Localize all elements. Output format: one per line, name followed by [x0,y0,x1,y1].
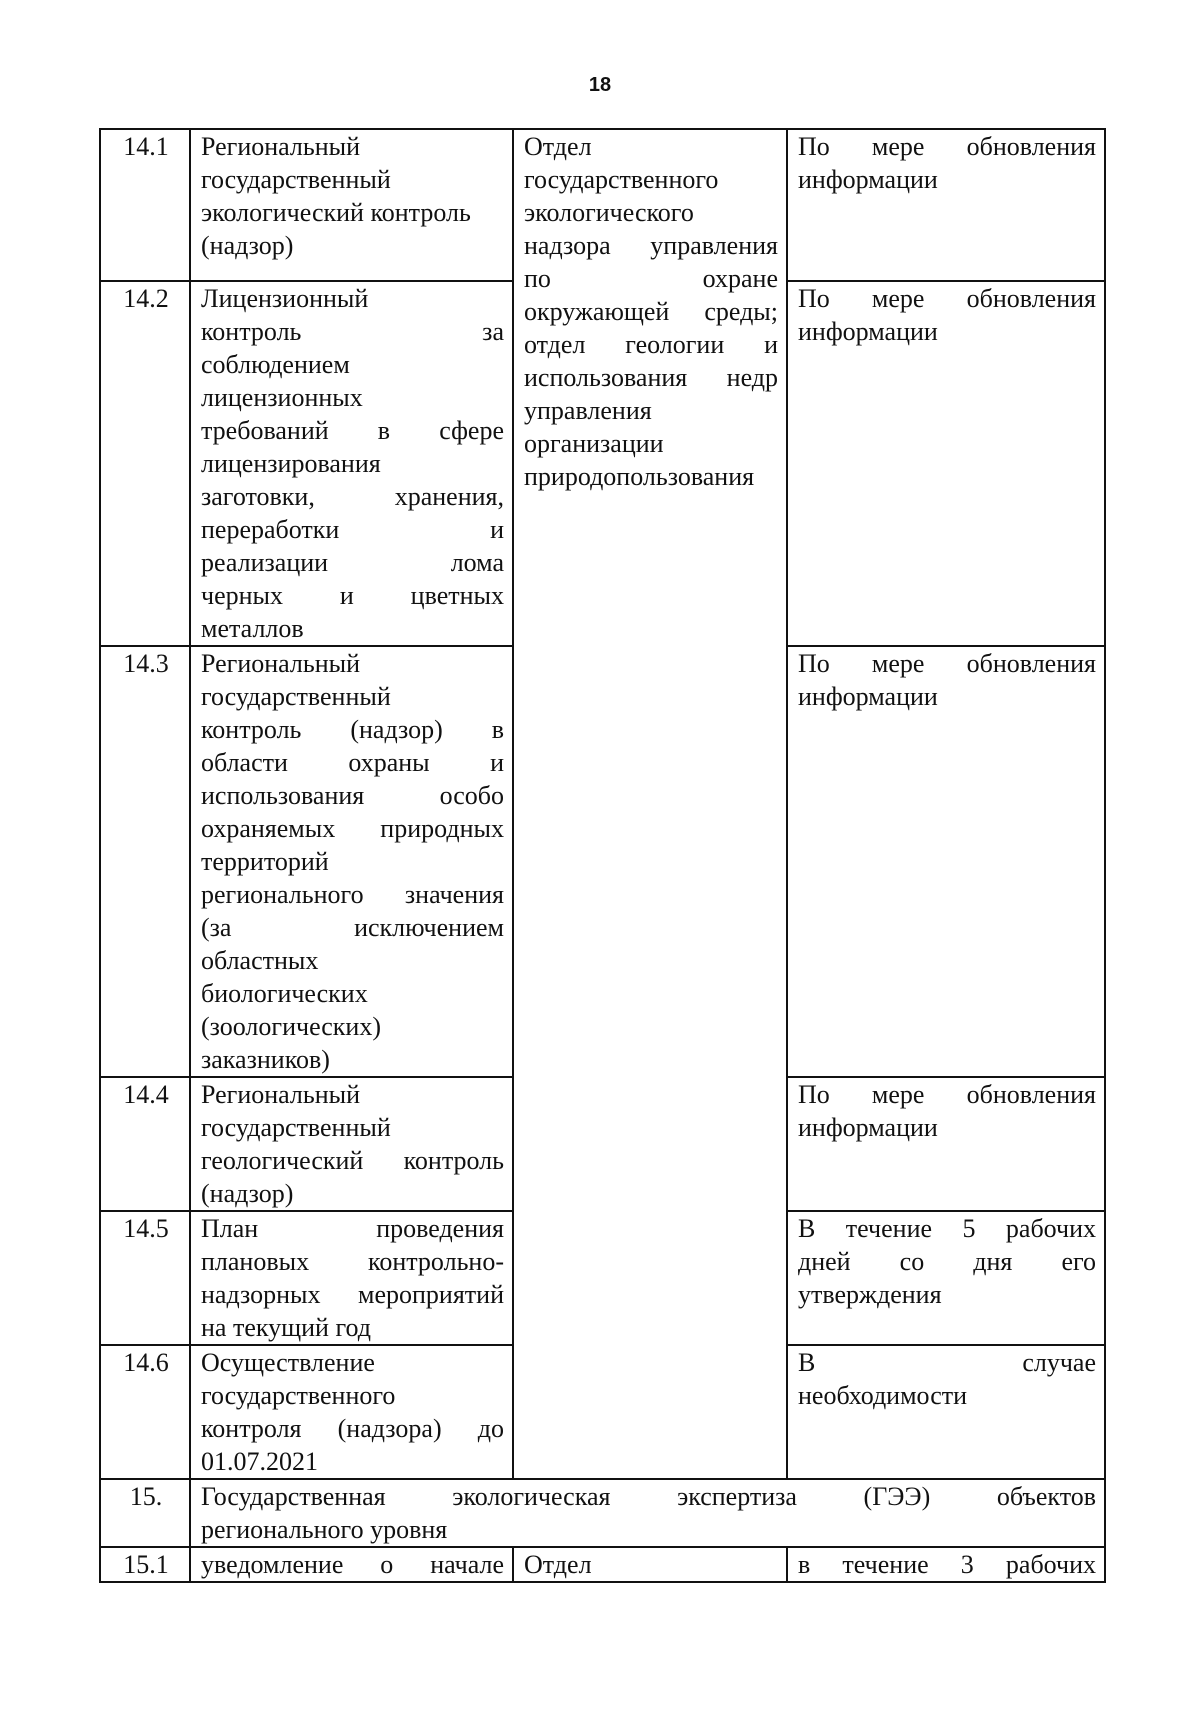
row-number: 14.3 [100,646,190,1077]
update-period: По мере обновления информации [787,281,1105,646]
document-table [99,128,1106,1583]
row-description: Осуществление государственного контроля (надзора) до 01.07.2021 [190,1345,513,1479]
row-description: Лицензионный контроль за соблюдением лицензионных требований в сфере лицензирования заготовки, хранения, перeработки и реализации лома черных и цветных металлов [190,281,513,646]
update-period: По мере обновления информации [787,646,1105,1077]
page-number: 18 [588,74,612,96]
row-number: 14.5 [100,1211,190,1345]
row-description: уведомление о начале [190,1547,513,1582]
row-description: План проведения плановых контрольно- надзорных мероприятий на текущий год [190,1211,513,1345]
update-period: В случае необходимости [787,1345,1105,1479]
section-title: Государственная экологическая экспертиза (ГЭЭ) объектов регионального уровня [190,1479,1105,1547]
update-period: По мере обновления информации [787,129,1105,281]
update-period: По мере обновления информации [787,1077,1105,1211]
row-number: 15.1 [100,1547,190,1582]
responsible-department: Отдел государственного экологического надзора управления по охране окружающей среды; отдел геологии и использования недр управления организации природопользования [513,129,787,1479]
update-period: в течение 3 рабочих [787,1547,1105,1582]
row-number: 14.1 [100,129,190,281]
row-description: Региональный государственный геологический контроль (надзор) [190,1077,513,1211]
update-period: В течение 5 рабочих дней со дня его утверждения [787,1211,1105,1345]
row-number: 14.2 [100,281,190,646]
row-description: Региональный государственный контроль (надзор) в области охраны и использования особо охраняемых природных территорий регионального значения (за исключением областных биологических (зоологических) заказников) [190,646,513,1077]
table-row-15 [100,1479,1105,1547]
responsible-department: Отдел [513,1547,787,1582]
row-number: 14.6 [100,1345,190,1479]
table-row-14-1 [100,129,1105,281]
row-number: 15. [100,1479,190,1547]
row-number: 14.4 [100,1077,190,1211]
row-description: Региональный государственный экологический контроль (надзор) [190,129,513,281]
table-row-15-1 [100,1547,1105,1582]
